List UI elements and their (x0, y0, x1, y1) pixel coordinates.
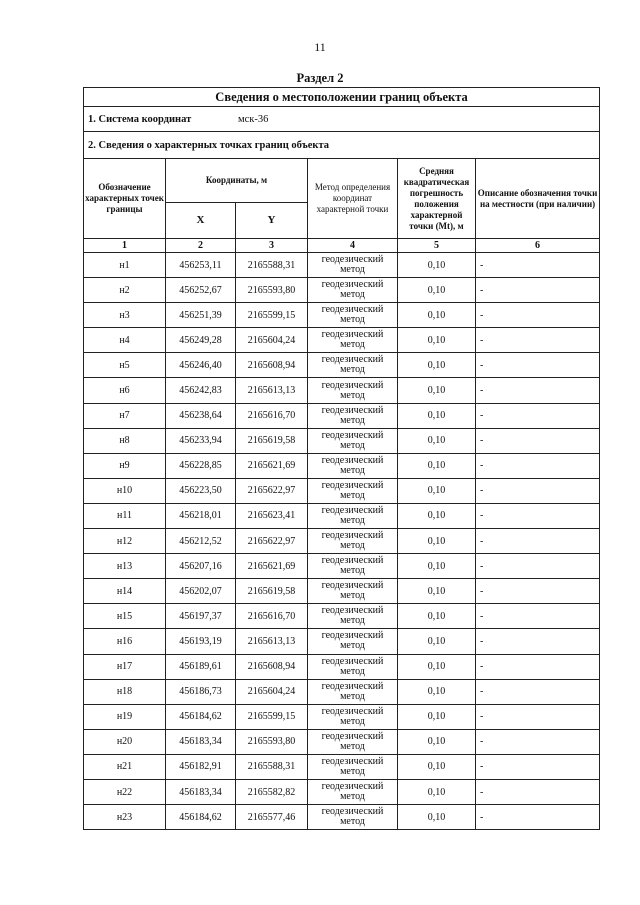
header-y: Y (236, 203, 308, 239)
description: - (476, 729, 600, 754)
coord-x: 456207,16 (166, 554, 236, 579)
coord-x: 456228,85 (166, 453, 236, 478)
description: - (476, 478, 600, 503)
method: геодезический метод (308, 529, 398, 554)
coord-x: 456189,61 (166, 654, 236, 679)
coord-x: 456182,91 (166, 754, 236, 779)
point-name: н12 (84, 529, 166, 554)
col-number: 6 (476, 239, 600, 253)
accuracy: 0,10 (398, 303, 476, 328)
coord-x: 456193,19 (166, 629, 236, 654)
table-row (84, 353, 600, 378)
description: - (476, 554, 600, 579)
point-name: н7 (84, 403, 166, 428)
accuracy: 0,10 (398, 679, 476, 704)
coord-y: 2165619,58 (236, 428, 308, 453)
coord-y: 2165613,13 (236, 629, 308, 654)
accuracy: 0,10 (398, 704, 476, 729)
point-name: н15 (84, 604, 166, 629)
coord-system-label: 1. Система координат (88, 113, 192, 125)
accuracy: 0,10 (398, 278, 476, 303)
point-name: н6 (84, 378, 166, 403)
coord-x: 456184,62 (166, 704, 236, 729)
coord-y: 2165623,41 (236, 503, 308, 528)
coord-system-row (84, 107, 600, 132)
table-row (84, 805, 600, 830)
point-name: н1 (84, 253, 166, 278)
header-method: Метод определения координат характерной точки (308, 159, 398, 239)
col-number: 4 (308, 239, 398, 253)
coord-y: 2165588,31 (236, 253, 308, 278)
accuracy: 0,10 (398, 554, 476, 579)
description: - (476, 604, 600, 629)
coord-y: 2165621,69 (236, 554, 308, 579)
table-row (84, 654, 600, 679)
col-number: 1 (84, 239, 166, 253)
method: геодезический метод (308, 604, 398, 629)
accuracy: 0,10 (398, 253, 476, 278)
description: - (476, 779, 600, 804)
coord-y: 2165588,31 (236, 754, 308, 779)
description: - (476, 754, 600, 779)
coord-x: 456251,39 (166, 303, 236, 328)
point-name: н22 (84, 779, 166, 804)
accuracy: 0,10 (398, 378, 476, 403)
coord-y: 2165599,15 (236, 704, 308, 729)
coord-x: 456223,50 (166, 478, 236, 503)
table-row (84, 278, 600, 303)
accuracy: 0,10 (398, 353, 476, 378)
method: геодезический метод (308, 805, 398, 830)
coord-x: 456249,28 (166, 328, 236, 353)
method: геодезический метод (308, 453, 398, 478)
table-row (84, 303, 600, 328)
description: - (476, 378, 600, 403)
table-row (84, 604, 600, 629)
description: - (476, 453, 600, 478)
description: - (476, 629, 600, 654)
method: геодезический метод (308, 403, 398, 428)
coord-y: 2165608,94 (236, 353, 308, 378)
table-row (84, 529, 600, 554)
table-row (84, 779, 600, 804)
table-row (84, 729, 600, 754)
accuracy: 0,10 (398, 428, 476, 453)
accuracy: 0,10 (398, 453, 476, 478)
coord-y: 2165608,94 (236, 654, 308, 679)
header-accuracy: Средняя квадратическая погрешность положения характерной точки (Мt), м (398, 159, 476, 239)
point-name: н19 (84, 704, 166, 729)
coord-y: 2165604,24 (236, 679, 308, 704)
coord-x: 456186,73 (166, 679, 236, 704)
table-row (84, 754, 600, 779)
accuracy: 0,10 (398, 503, 476, 528)
accuracy: 0,10 (398, 478, 476, 503)
point-name: н21 (84, 754, 166, 779)
table-row (84, 378, 600, 403)
point-name: н16 (84, 629, 166, 654)
point-name: н14 (84, 579, 166, 604)
description: - (476, 579, 600, 604)
coord-x: 456238,64 (166, 403, 236, 428)
description: - (476, 353, 600, 378)
description: - (476, 679, 600, 704)
coord-y: 2165593,80 (236, 278, 308, 303)
coord-x: 456184,62 (166, 805, 236, 830)
coord-y: 2165593,80 (236, 729, 308, 754)
header-coordinates: Координаты, м (166, 159, 308, 203)
description: - (476, 403, 600, 428)
point-name: н13 (84, 554, 166, 579)
col-number: 2 (166, 239, 236, 253)
accuracy: 0,10 (398, 654, 476, 679)
coord-x: 456253,11 (166, 253, 236, 278)
col-number: 5 (398, 239, 476, 253)
method: геодезический метод (308, 253, 398, 278)
method: геодезический метод (308, 779, 398, 804)
coord-y: 2165619,58 (236, 579, 308, 604)
coord-x: 456183,34 (166, 729, 236, 754)
description: - (476, 529, 600, 554)
section-title: Раздел 2 (296, 71, 344, 85)
accuracy: 0,10 (398, 779, 476, 804)
table-row (84, 579, 600, 604)
description: - (476, 303, 600, 328)
description: - (476, 253, 600, 278)
point-name: н9 (84, 453, 166, 478)
coord-x: 456202,07 (166, 579, 236, 604)
header-point-name: Обозначение характерных точек границы (84, 159, 166, 239)
coord-y: 2165599,15 (236, 303, 308, 328)
page-number: 11 (314, 40, 326, 54)
description: - (476, 278, 600, 303)
coord-x: 456197,37 (166, 604, 236, 629)
accuracy: 0,10 (398, 403, 476, 428)
points-title: 2. Сведения о характерных точках границ объекта (84, 132, 600, 159)
coord-x: 456218,01 (166, 503, 236, 528)
method: геодезический метод (308, 704, 398, 729)
coord-system-value: мск-36 (238, 113, 269, 125)
coord-y: 2165616,70 (236, 403, 308, 428)
method: геодезический метод (308, 328, 398, 353)
method: геодезический метод (308, 554, 398, 579)
point-name: н20 (84, 729, 166, 754)
description: - (476, 704, 600, 729)
description: - (476, 503, 600, 528)
table-row (84, 629, 600, 654)
table-row (84, 679, 600, 704)
point-name: н5 (84, 353, 166, 378)
coord-y: 2165604,24 (236, 328, 308, 353)
point-name: н17 (84, 654, 166, 679)
table-row (84, 403, 600, 428)
method: геодезический метод (308, 629, 398, 654)
boundary-table (83, 87, 600, 830)
point-name: н2 (84, 278, 166, 303)
table-row (84, 503, 600, 528)
coord-y: 2165613,13 (236, 378, 308, 403)
coord-x: 456246,40 (166, 353, 236, 378)
table-row (84, 428, 600, 453)
point-name: н8 (84, 428, 166, 453)
method: геодезический метод (308, 278, 398, 303)
header-x: X (166, 203, 236, 239)
method: геодезический метод (308, 579, 398, 604)
point-name: н4 (84, 328, 166, 353)
accuracy: 0,10 (398, 729, 476, 754)
method: геодезический метод (308, 478, 398, 503)
method: геодезический метод (308, 378, 398, 403)
accuracy: 0,10 (398, 629, 476, 654)
accuracy: 0,10 (398, 529, 476, 554)
method: геодезический метод (308, 503, 398, 528)
coord-x: 456252,67 (166, 278, 236, 303)
description: - (476, 328, 600, 353)
coord-x: 456183,34 (166, 779, 236, 804)
coord-y: 2165622,97 (236, 529, 308, 554)
method: геодезический метод (308, 353, 398, 378)
point-name: н23 (84, 805, 166, 830)
table-row (84, 328, 600, 353)
table-row (84, 704, 600, 729)
table-title: Сведения о местоположении границ объекта (84, 88, 600, 107)
point-name: н11 (84, 503, 166, 528)
coord-x: 456233,94 (166, 428, 236, 453)
coord-y: 2165582,82 (236, 779, 308, 804)
coord-y: 2165622,97 (236, 478, 308, 503)
accuracy: 0,10 (398, 604, 476, 629)
col-number: 3 (236, 239, 308, 253)
coord-y: 2165616,70 (236, 604, 308, 629)
description: - (476, 805, 600, 830)
description: - (476, 428, 600, 453)
accuracy: 0,10 (398, 579, 476, 604)
description: - (476, 654, 600, 679)
method: геодезический метод (308, 729, 398, 754)
table-row (84, 554, 600, 579)
accuracy: 0,10 (398, 754, 476, 779)
table-row (84, 253, 600, 278)
coord-y: 2165577,46 (236, 805, 308, 830)
method: геодезический метод (308, 754, 398, 779)
method: геодезический метод (308, 428, 398, 453)
table-row (84, 453, 600, 478)
coord-y: 2165621,69 (236, 453, 308, 478)
point-name: н18 (84, 679, 166, 704)
table-row (84, 478, 600, 503)
header-description: Описание обозначения точки на местности (при наличии) (476, 159, 600, 239)
point-name: н3 (84, 303, 166, 328)
accuracy: 0,10 (398, 328, 476, 353)
point-name: н10 (84, 478, 166, 503)
method: геодезический метод (308, 679, 398, 704)
coord-x: 456242,83 (166, 378, 236, 403)
accuracy: 0,10 (398, 805, 476, 830)
method: геодезический метод (308, 303, 398, 328)
coord-x: 456212,52 (166, 529, 236, 554)
method: геодезический метод (308, 654, 398, 679)
